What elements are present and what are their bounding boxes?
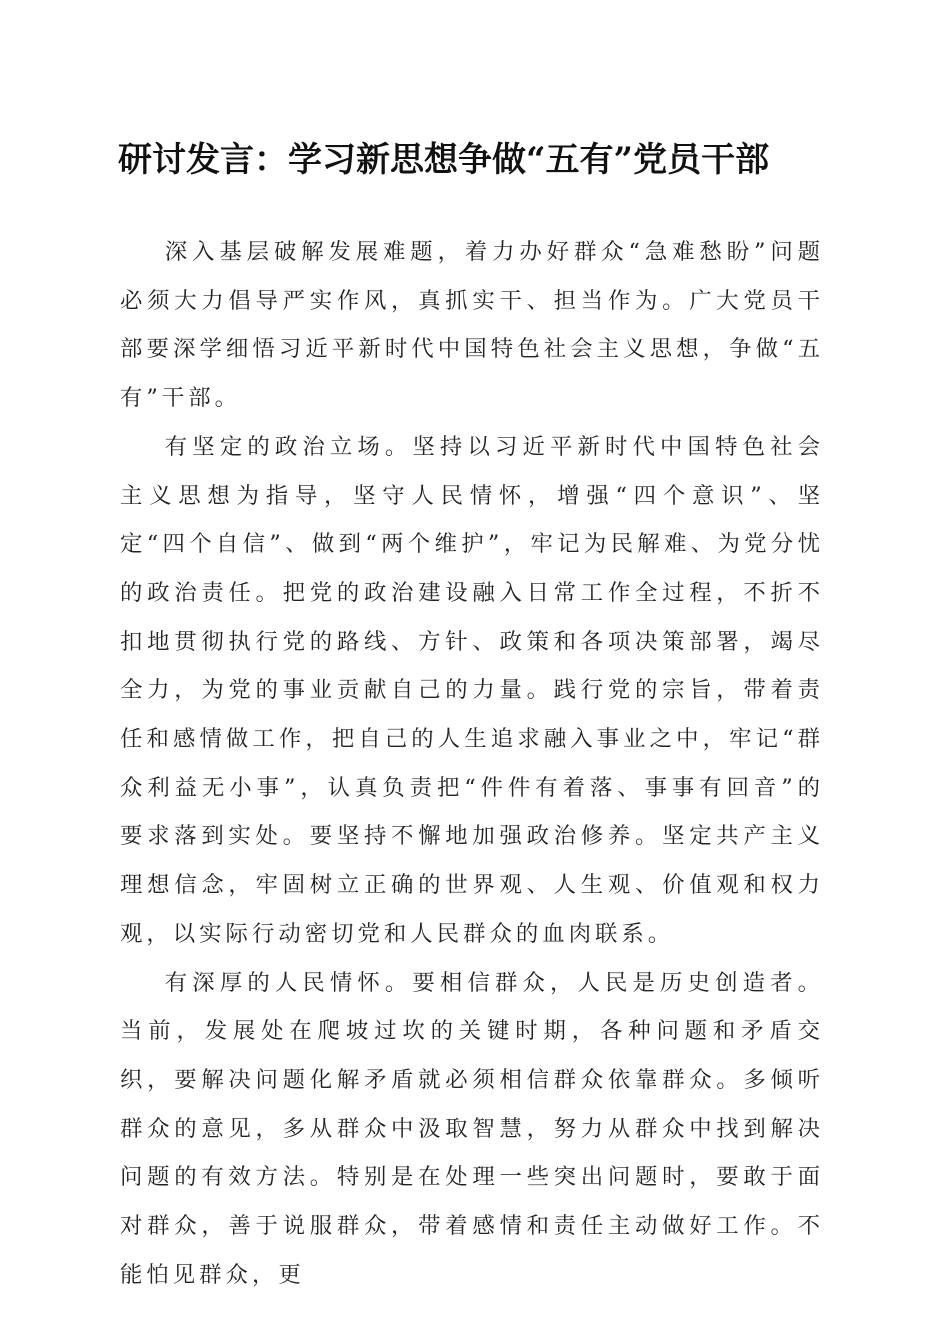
paragraph-people-sentiment: 有深厚的人民情怀。要相信群众，人民是历史创造者。当前，发展处在爬坡过坎的关键时期，各种问题和矛盾交织，要解决问题化解矛盾就必须相信群众依靠群众。多倾听群众的意见，多从群众中汲取智慧，努力从群众中找到解决问题的有效方法。特别是在处理一些突出问题时，要敢于面对群众，善于说服群众，带着感情和责任主动做好工作。不能怕见群众，更 (120, 969, 824, 1288)
document-body (120, 228, 824, 1299)
paragraph-intro: 深入基层破解发展难题，着力办好群众“急难愁盼”问题必须大力倡导严实作风，真抓实干、担当作为。广大党员干部要深学细悟习近平新时代中国特色社会主义思想，争做“五有”干部。 (120, 239, 824, 412)
paragraph-political-stance: 有坚定的政治立场。坚持以习近平新时代中国特色社会主义思想为指导，坚守人民情怀，增强“四个意识”、坚定“四个自信”、做到“两个维护”，牢记为民解难、为党分忧的政治责任。把党的政治建设融入日常工作全过程，不折不扣地贯彻执行党的路线、方针、政策和各项决策部署，竭尽全力，为党的事业贡献自己的力量。践行党的宗旨，带着责任和感情做工作，把自己的人生追求融入事业之中，牢记“群众利益无小事”，认真负责把“件件有着落、事事有回音”的要求落到实处。要坚持不懈地加强政治修养。坚定共产主义理想信念，牢固树立正确的世界观、人生观、价值观和权力观，以实际行动密切党和人民群众的血肉联系。 (120, 433, 824, 947)
document-title: 研讨发言：学习新思想争做“五有”党员干部 (118, 140, 770, 180)
